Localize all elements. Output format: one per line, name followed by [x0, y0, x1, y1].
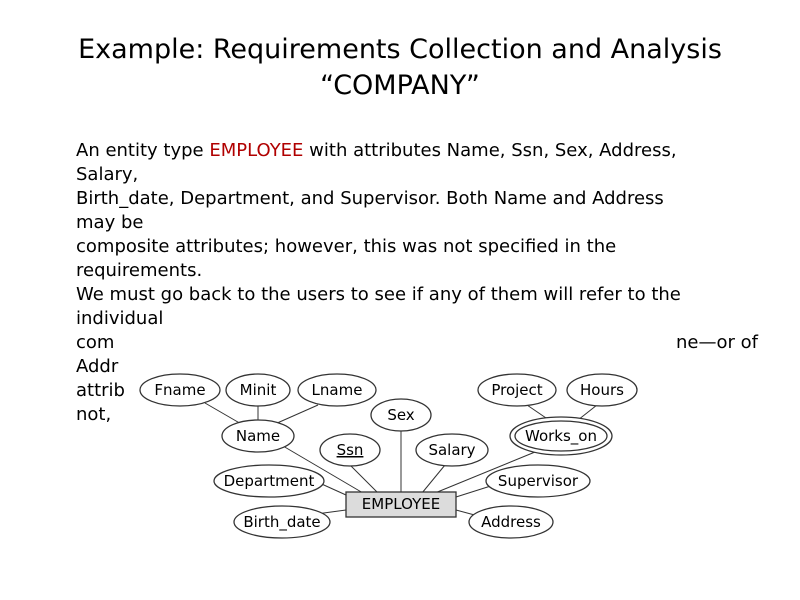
text-line-12: not, [76, 404, 112, 425]
attr-works-on-label: Works_on [525, 427, 597, 445]
attr-project-label: Project [491, 381, 543, 399]
text-line-8: individual [76, 308, 164, 329]
attr-hours-label: Hours [580, 381, 624, 399]
highlight-employee: EMPLOYEE [209, 140, 304, 161]
text-line-4: may be [76, 212, 144, 233]
entity-employee-label: EMPLOYEE [361, 495, 441, 513]
text-line-11: attrib [76, 380, 125, 401]
text-line-2: Salary, [76, 164, 139, 185]
attr-address-label: Address [481, 513, 541, 531]
title-line-2: “COMPANY” [320, 70, 480, 101]
attr-birthdate-label: Birth_date [243, 513, 321, 531]
attr-supervisor-label: Supervisor [497, 472, 579, 490]
text-line-7: We must go back to the users to see if any of them will refer to the [76, 284, 681, 305]
attr-fname-label: Fname [154, 381, 206, 399]
text-run: com [76, 332, 115, 353]
text-line-3: Birth_date, Department, and Supervisor. Both Name and Address [76, 188, 664, 209]
title-line-1: Example: Requirements Collection and Analysis [78, 34, 722, 65]
connector-fname-name [205, 403, 243, 425]
attr-minit-label: Minit [239, 381, 277, 399]
text-line-5: composite attributes; however, this was not specified in the [76, 236, 617, 257]
connector-lname-name [275, 405, 318, 424]
connector-ssn-employee [350, 465, 378, 493]
attr-name-label: Name [235, 427, 281, 445]
connector-hours-workson [578, 405, 597, 420]
text-line-6: requirements. [76, 260, 203, 281]
text-run: with attributes Name, Ssn, Sex, Address, [303, 140, 677, 161]
attr-salary-label: Salary [428, 441, 476, 459]
attr-lname-label: Lname [311, 381, 363, 399]
text-run-tail: ne—or of [676, 332, 758, 353]
text-line-10: Addr [76, 356, 119, 377]
attr-sex-label: Sex [387, 406, 415, 424]
attr-department-label: Department [223, 472, 315, 490]
text-run: An entity type [76, 140, 210, 161]
connector-salary-employee [422, 465, 445, 493]
attr-ssn-label: Ssn [336, 441, 364, 459]
